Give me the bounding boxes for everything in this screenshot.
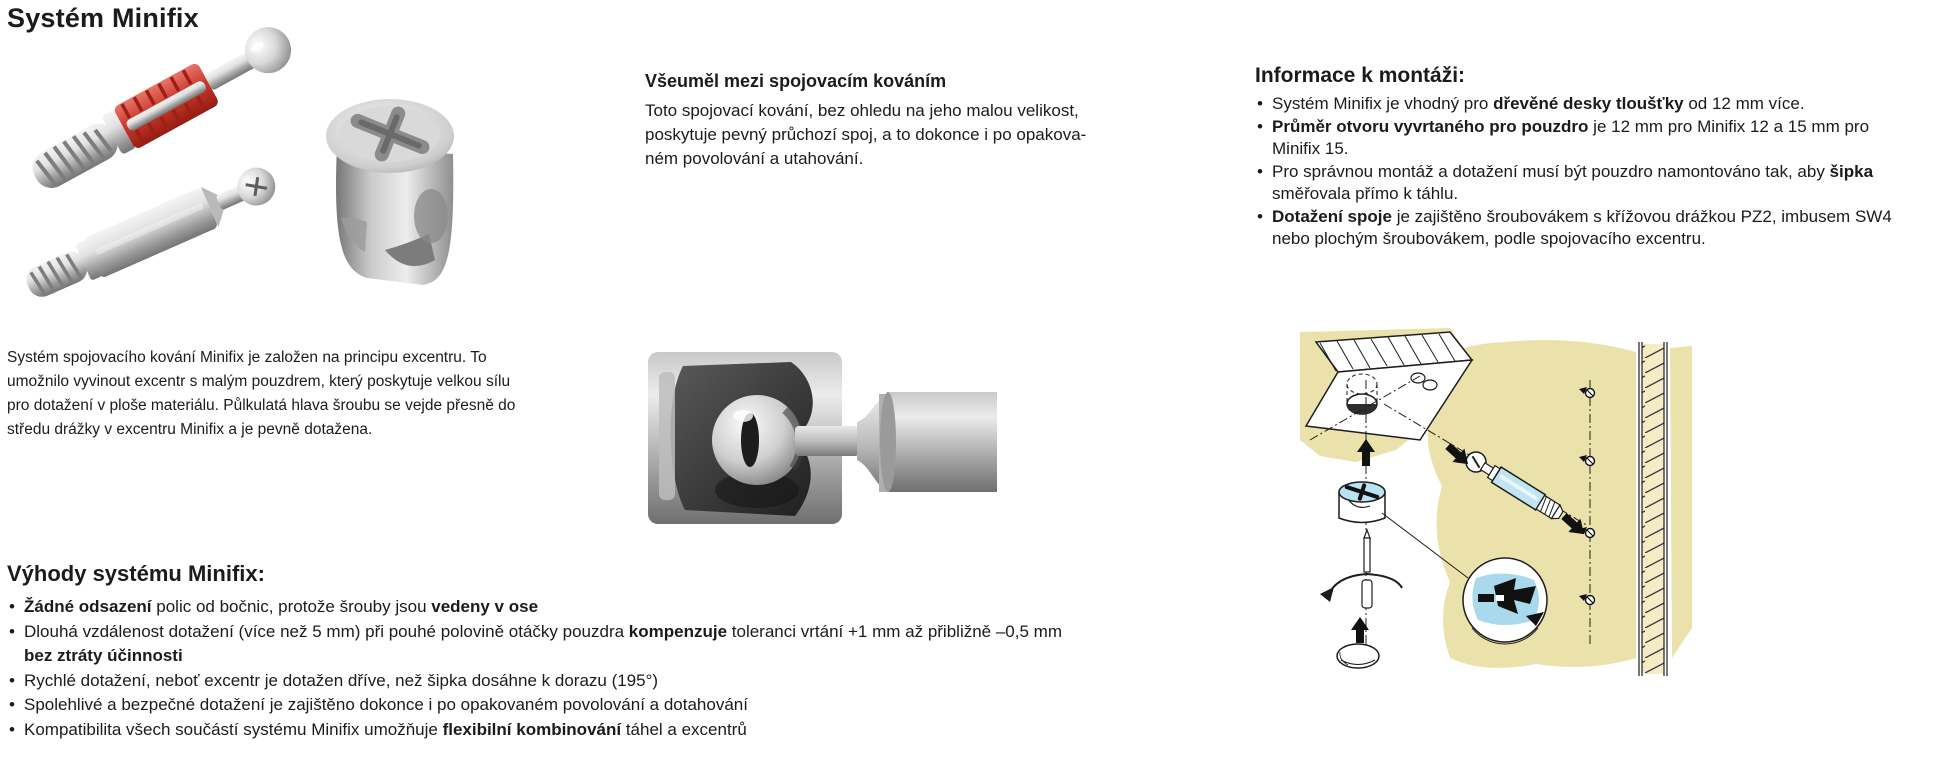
product-photos-figure (12, 24, 470, 354)
bullet-item: • Průměr otvoru vyvrtaného pro pouzdro je 12 mm pro Minifix 12 a 15 mm pro Minifix 15. (1255, 116, 1945, 161)
bullet-item: • Pro správnou montáž a dotažení musí být pouzdro namontováno tak, aby šipka směřovala přímo k táhlu. (1255, 161, 1945, 206)
intro-paragraph: Systém spojovacího kování Minifix je založen na principu excentru. To umožnilo vyvinout excentr s malým pouzdrem, který poskytuje velkou sílu pro dotažení v ploše materiálu. Půlkulatá hlava šroubu se vejde přesně do středu drážky v excentru Minifix a je pevně dotažena. (7, 349, 516, 438)
bullet-item: • Dotažení spoje je zajištěno šroubovákem s křížovou drážkou PZ2, imbusem SW4 nebo plochým šroubovákem, podle spojovacího excentru. (1255, 206, 1945, 251)
assembly-illustration-figure (1300, 328, 1692, 680)
cam-cutaway-figure (645, 340, 997, 532)
cover-cap-drawing (1337, 644, 1379, 668)
advantages-heading: Výhody systému Minifix: (7, 561, 265, 586)
bullet-item: • Systém Minifix je vhodný pro dřevěné desky tloušťky od 12 mm více. (1255, 93, 1945, 116)
bullet-item: • Žádné odsazení polic od bočnic, protože šrouby jsou vedeny v ose (7, 595, 1157, 620)
page-title: Systém Minifix (7, 3, 199, 33)
bullet-item: • Kompatibilita všech součástí systému Minifix umožňuje flexibilní kombinování táhel a excentrů (7, 718, 1157, 743)
advantages-list (7, 595, 1157, 742)
screwdriver-drawing (1320, 530, 1402, 608)
allrounder-heading: Všeuměl mezi spojovacím kováním (645, 71, 947, 91)
allrounder-section (645, 71, 1127, 171)
cam-housing-figure (326, 99, 454, 285)
mounting-info-heading: Informace k montáži: (1255, 64, 1466, 87)
bullet-item: • Spolehlivé a bezpečné dotažení je zajištěno dokonce i po opakovaném povolování a dotahování (7, 693, 1157, 718)
advantages-section (7, 561, 1157, 742)
mounting-info-list (1255, 93, 1945, 251)
bullet-item: • Rychlé dotažení, neboť excentr je dotažen dříve, než šipka dosáhne k dorazu (195°) (7, 669, 1157, 694)
allrounder-paragraph: Toto spojovací kování, bez ohledu na jeho malou velikost, poskytuje pevný průchozí spoj, a to dokonce i po opakova- ném povolování a utahování. (645, 101, 1087, 168)
wall-drawing (1639, 342, 1667, 676)
bullet-item: • Dlouhá vzdálenost dotažení (více než 5 mm) při pouhé polovině otáčky pouzdra kompenzuje toleranci vrtání +1 mm až přibližně –0,5 mm bez ztráty účinnosti (7, 620, 1157, 669)
beige-blob-far-right (1670, 346, 1692, 658)
mounting-info-section (1255, 64, 1945, 251)
cam-drawing (1339, 480, 1385, 522)
